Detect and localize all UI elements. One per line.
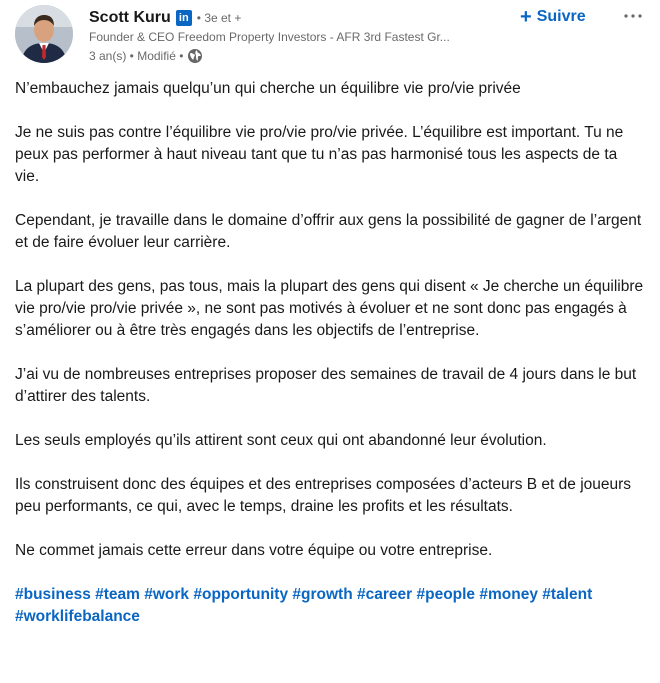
post-paragraph: J’ai vu de nombreuses entreprises proposer des semaines de travail de 4 jours dans le but d’attirer des talents. bbox=[15, 366, 637, 405]
post-paragraph: N’embauchez jamais quelqu’un qui cherche un équilibre vie pro/vie privée bbox=[15, 80, 521, 97]
hashtag-link[interactable]: #growth bbox=[292, 586, 353, 603]
post-paragraph: Ils construisent donc des équipes et des entreprises composées d’acteurs B et de joueurs peu performants, ce qui, avec le temps, draine les profits et les résultats. bbox=[15, 476, 632, 515]
post-meta bbox=[89, 48, 203, 64]
plus-icon: + bbox=[520, 6, 532, 28]
hashtag-link[interactable]: #team bbox=[95, 586, 140, 603]
author-name[interactable]: Scott Kuru bbox=[89, 9, 171, 26]
globe-icon bbox=[187, 48, 203, 64]
hashtag-link[interactable]: #people bbox=[416, 586, 476, 603]
hashtag-link[interactable]: #talent bbox=[542, 586, 593, 603]
avatar[interactable] bbox=[15, 5, 73, 63]
follow-button[interactable] bbox=[520, 6, 586, 28]
follow-label: Suivre bbox=[536, 8, 586, 25]
ellipsis-icon[interactable] bbox=[622, 6, 644, 26]
hashtag-link[interactable]: #opportunity bbox=[193, 586, 289, 603]
profile-photo bbox=[15, 5, 73, 63]
post-paragraph: Cependant, je travaille dans le domaine d’offrir aux gens la possibilité de gagner de l’argent et de faire évoluer leur carrière. bbox=[15, 212, 642, 251]
post-paragraph: Je ne suis pas contre l’équilibre vie pro/vie pro/vie privée. L’équilibre est important. Tu ne peux pas performer à haut niveau tant que tu n’as pas harmonisé tous les aspects de ta vie. bbox=[15, 124, 624, 185]
hashtag-list bbox=[15, 584, 645, 628]
post-paragraph: Les seuls employés qu’ils attirent sont ceux qui ont abandonné leur évolution. bbox=[15, 432, 547, 449]
hashtag-link[interactable]: #money bbox=[479, 586, 538, 603]
post-paragraph: La plupart des gens, pas tous, mais la plupart des gens qui disent « Je cherche un équilibre vie pro/vie pro/vie privée », ne sont pas motivés à évoluer et ne sont donc pas engagés à s’améliorer ou à être très engagés dans les objectifs de l’entreprise. bbox=[15, 278, 644, 339]
linkedin-badge-icon: in bbox=[176, 10, 192, 26]
post-timestamp: 3 an(s) • Modifié • bbox=[89, 49, 184, 63]
hashtag-link[interactable]: #business bbox=[15, 586, 91, 603]
connection-degree: • 3e et + bbox=[196, 11, 242, 25]
hashtag-link[interactable]: #career bbox=[357, 586, 413, 603]
author-line bbox=[89, 8, 241, 28]
post-paragraph: Ne commet jamais cette erreur dans votre équipe ou votre entreprise. bbox=[15, 542, 493, 559]
author-headline: Founder & CEO Freedom Property Investors - AFR 3rd Fastest Gr... bbox=[89, 30, 450, 44]
hashtag-link[interactable]: #worklifebalance bbox=[15, 608, 140, 625]
hashtag-link[interactable]: #work bbox=[144, 586, 190, 603]
post-body bbox=[15, 78, 645, 628]
